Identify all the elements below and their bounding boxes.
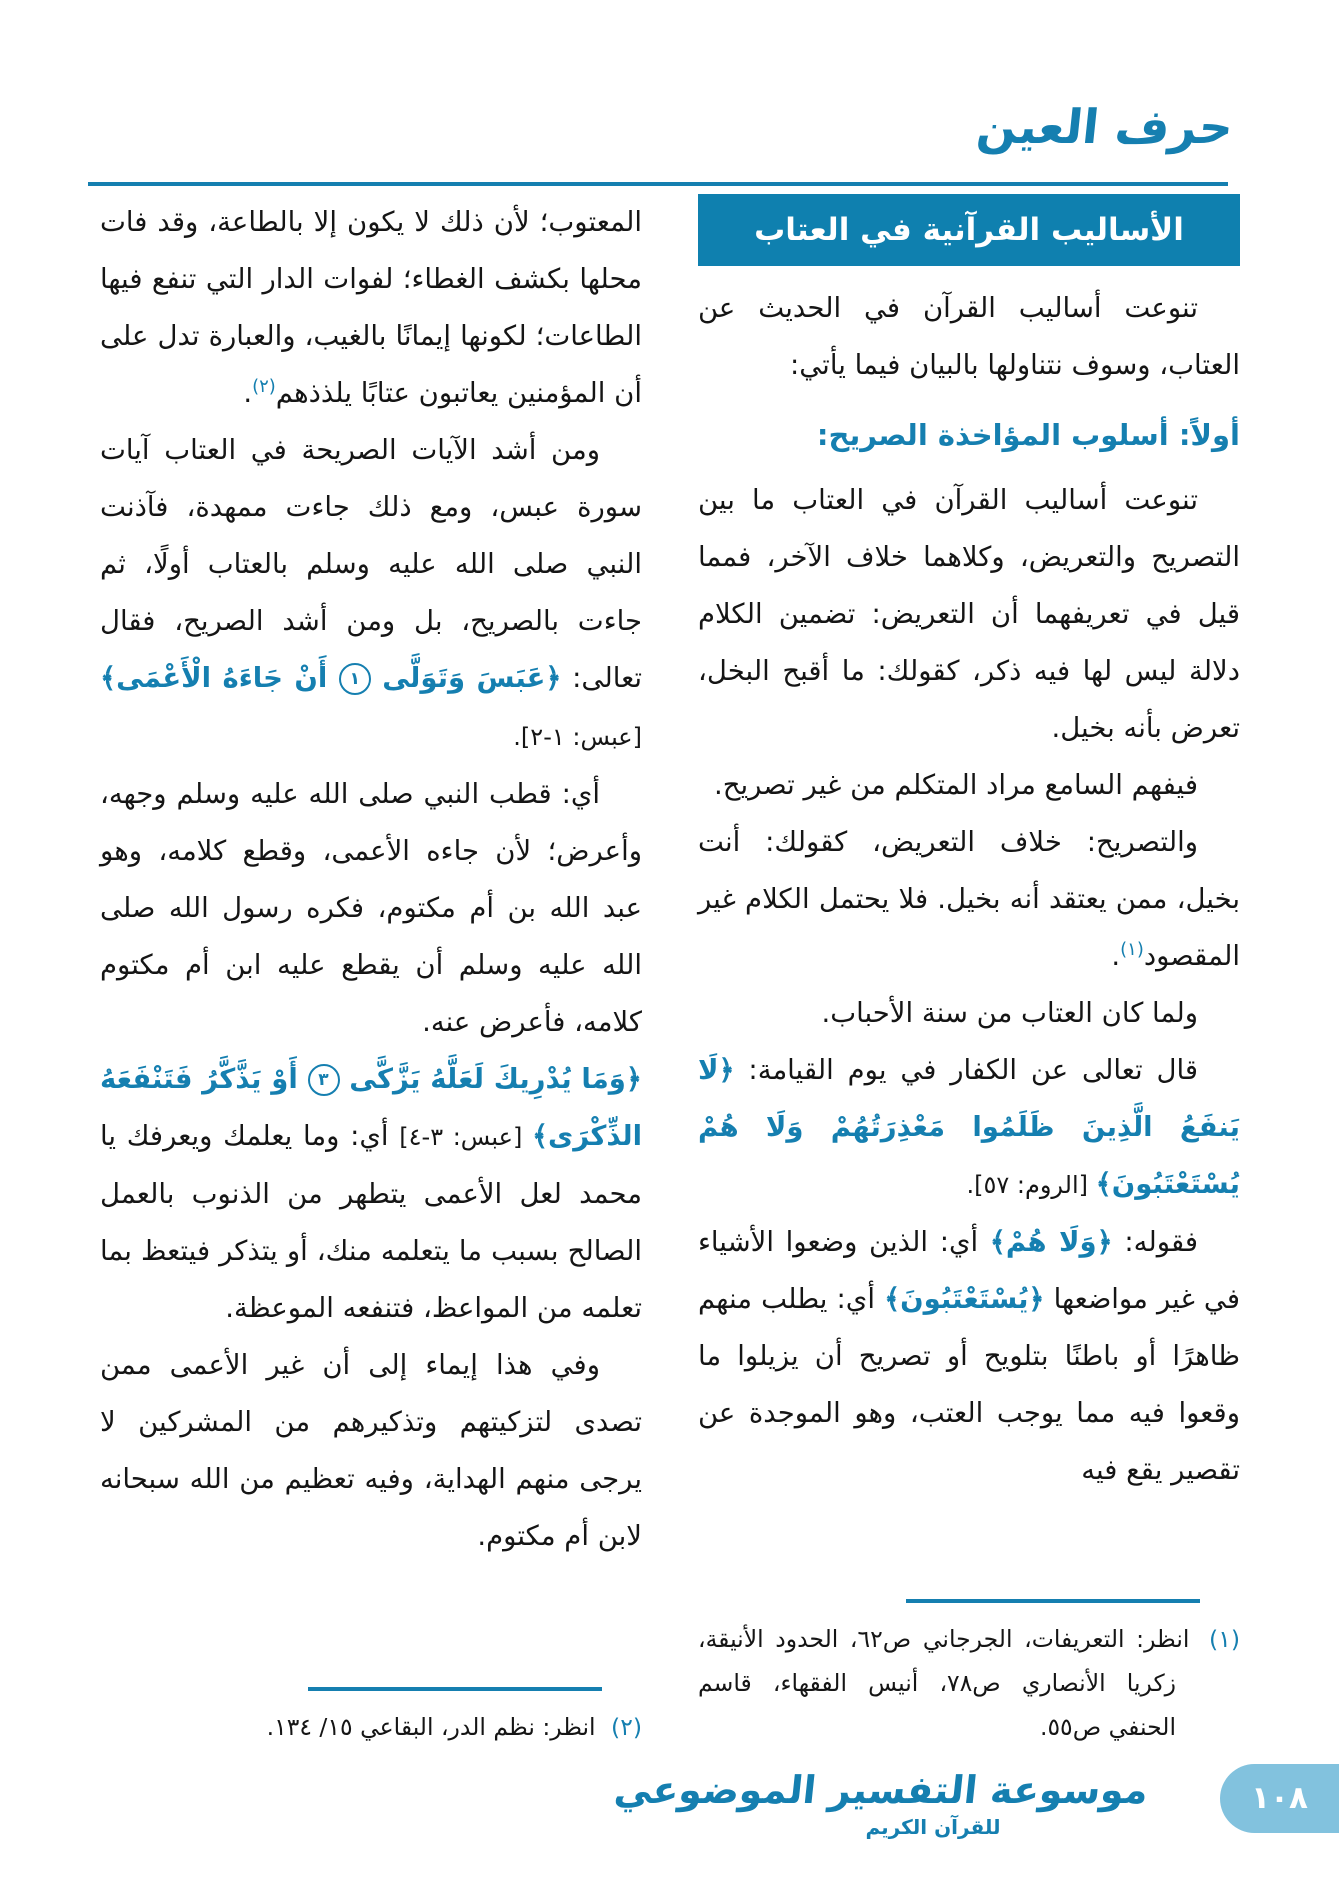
- right-footnote-block: [698, 1583, 1240, 1749]
- footnote: (٢) انظر: نظم الدر، البقاعي ١٥/ ١٣٤.: [266, 1713, 642, 1741]
- quran-verse: ﴿يُسْتَعْتَبُونَ﴾: [884, 1283, 1045, 1315]
- quran-verse: ﴿وَمَا يُدْرِيكَ لَعَلَّهُ يَزَّكَّى: [339, 1063, 642, 1095]
- paragraph: [100, 194, 642, 422]
- body-text: أي: الذين وضعوا الأشياء في غير مواضعها: [698, 1226, 1240, 1315]
- right-column-paragraphs: [698, 280, 1240, 1499]
- body-text: المعتوب؛ لأن ذلك لا يكون إلا بالطاعة، وقد فات محلها بكشف الغطاء؛ لفوات الدار التي تنفع فيها الطاعات؛ لكونها إيمانًا بالغيب، والعبارة تدل على أن المؤمنين يعاتبون عتابًا يلذذهم: [100, 206, 642, 409]
- text-columns: [100, 194, 1240, 1749]
- paragraph: [698, 280, 1240, 394]
- body-text: أي: قطب النبي صلى الله عليه وسلم وجهه، وأعرض؛ لأن جاءه الأعمى، وقطع كلامه، وهو عبد الله بن أم مكتوم، فكره رسول الله صلى الله عليه وسلم أن يقطع عليه ابن أم مكتوم كلامه، فأعرض عنه.: [100, 778, 642, 1038]
- chapter-title: حرف العين: [974, 100, 1236, 155]
- verse-citation: [عبس: ١-٢].: [513, 723, 642, 751]
- body-text: ولما كان العتاب من سنة الأحباب.: [821, 997, 1198, 1029]
- page-number-badge: [1220, 1764, 1339, 1833]
- left-footnote-block: [100, 1671, 642, 1749]
- paragraph: [100, 1337, 642, 1565]
- verse-citation: [الروم: ٥٧].: [966, 1171, 1096, 1199]
- right-column: [698, 194, 1240, 1749]
- body-text: أي: وما يعلمك ويعرفك يا محمد لعل الأعمى يتطهر من الذنوب بالعمل الصالح بسبب ما يتعلمه منك، أو يتذكر فيتعظ بما تعلمه من المواعظ، فتنفعه الموعظة.: [100, 1120, 642, 1324]
- paragraph: [698, 814, 1240, 985]
- body-text: .: [243, 377, 253, 409]
- quran-verse: ﴿وَلَا هُمْ﴾: [989, 1226, 1113, 1258]
- footnote: (١) انظر: التعريفات، الجرجاني ص٦٢، الحدود الأنيقة، زكريا الأنصاري ص٧٨، أنيس الفقهاء، قاسم الحنفي ص٥٥.: [698, 1625, 1240, 1741]
- body-text: والتصريح: خلاف التعريض، كقولك: أنت بخيل، ممن يعتقد أنه بخيل. فلا يحتمل الكلام غير المقصود: [698, 826, 1240, 972]
- logo-title: موسوعة التفسير الموضوعي: [612, 1768, 1151, 1812]
- quran-verse: ﴿عَبَسَ وَتَوَلَّى: [370, 662, 562, 694]
- quran-verse: ﴿لَا يَنفَعُ الَّذِينَ ظَلَمُوا مَعْذِرَتُهُمْ وَلَا هُمْ يُسْتَعْتَبُونَ﴾: [698, 1054, 1240, 1200]
- logo-subtitle: للقرآن الكريم: [865, 1815, 1001, 1839]
- footnote-marker: (١): [1209, 1625, 1240, 1653]
- paragraph: [698, 1042, 1240, 1214]
- ayah-number: ١: [339, 663, 371, 695]
- paragraph: [698, 757, 1240, 814]
- body-text: فقوله:: [1112, 1226, 1198, 1258]
- footnote-separator: [308, 1687, 602, 1691]
- body-text: .: [1111, 940, 1121, 972]
- body-text: قال تعالى عن الكفار في يوم القيامة:: [734, 1054, 1198, 1086]
- footnote-separator: [906, 1599, 1200, 1603]
- publisher-logo: [612, 1768, 1151, 1839]
- paragraph: [698, 1214, 1240, 1499]
- section-banner: الأساليب القرآنية في العتاب: [698, 194, 1240, 266]
- body-text: أولاً: أسلوب المؤاخذة الصريح:: [816, 418, 1240, 452]
- body-text: ومن أشد الآيات الصريحة في العتاب آيات سورة عبس، ومع ذلك جاءت ممهدة، فآذنت النبي صلى الله عليه وسلم بالعتاب أولًا، ثم جاءت بالصريح، بل ومن أشد الصريح، فقال تعالى:: [100, 434, 643, 694]
- footnote-reference: (٢): [252, 375, 276, 397]
- body-text: تنوعت أساليب القرآن في العتاب ما بين التصريح والتعريض، وكلاهما خلاف الآخر، فمما قيل في تعريفهما أن التعريض: تضمين الكلام دلالة ليس لها فيه ذكر، كقولك: ما أقبح البخل، تعرض بأنه بخيل.: [698, 484, 1240, 744]
- body-text: فيفهم السامع مراد المتكلم من غير تصريح.: [713, 769, 1198, 801]
- left-column-paragraphs: [100, 194, 642, 1565]
- paragraph: [698, 472, 1240, 757]
- verse-citation: [عبس: ٣-٤]: [399, 1123, 532, 1151]
- paragraph: [100, 1051, 642, 1337]
- ayah-number: ٣: [308, 1064, 340, 1096]
- paragraph: [100, 422, 642, 766]
- paragraph: [100, 766, 642, 1051]
- footnote-list: [100, 1705, 642, 1749]
- body-text: تنوعت أساليب القرآن في الحديث عن العتاب، وسوف نتناولها بالبيان فيما يأتي:: [698, 292, 1240, 381]
- paragraph: [698, 985, 1240, 1042]
- left-column: [100, 194, 642, 1749]
- quran-verse: أَنْ جَاءَهُ الْأَعْمَى﴾: [100, 662, 339, 694]
- footnote-list: [698, 1617, 1240, 1749]
- body-text: أي: يطلب منهم ظاهرًا أو باطنًا بتلويح أو تصريح أن يزيلوا ما وقعوا فيه مما يوجب العتب، وهو الموجدة عن تقصير يقع فيه: [698, 1283, 1240, 1486]
- page-number: ١٠٨: [1251, 1780, 1308, 1816]
- footnote-reference: (١): [1120, 938, 1144, 960]
- body-text: وفي هذا إيماء إلى أن غير الأعمى ممن تصدى لتزكيتهم وتذكيرهم من المشركين لا يرجى منهم الهداية، وفيه تعظيم من الله سبحانه لابن أم مكتوم.: [100, 1349, 642, 1552]
- quran-verse: أَوْ يَذَّكَّرُ فَتَنْفَعَهُ الذِّكْرَى﴾: [100, 1063, 642, 1152]
- header-rule: [88, 182, 1228, 186]
- section-heading: [698, 404, 1240, 466]
- footnote-marker: (٢): [611, 1713, 642, 1741]
